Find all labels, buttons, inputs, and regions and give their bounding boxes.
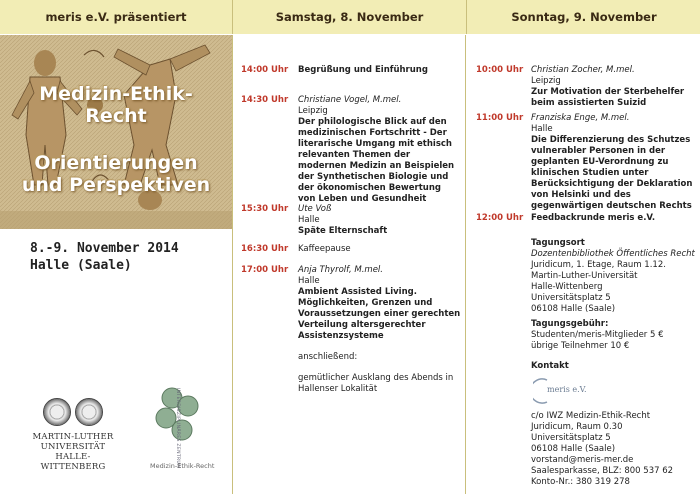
contact-email[interactable]: vorstand@meris-mer.de xyxy=(531,455,634,465)
header-sunday-text: Sonntag, 9. November xyxy=(511,10,657,24)
session-title: Zur Motivation der Sterbehelfer beim assistierten Suizid xyxy=(531,87,685,108)
session-title: Ambient Assisted Living. Möglichkeiten, Grenzen und Voraussetzungen einer gerechten Verteilung altersgerechter Assistenzsysteme xyxy=(298,287,461,341)
iwz-label: Medizin-Ethik-Recht xyxy=(150,462,215,470)
speaker-name: Christian Zocher, M.mel. xyxy=(531,65,635,75)
session-title: Begrüßung und Einführung xyxy=(298,65,428,75)
mlu-line2: UNIVERSITÄT xyxy=(40,442,106,452)
break-note: Kaffeepause xyxy=(298,244,351,254)
venue-line4: Universitätsplatz 5 xyxy=(531,293,611,303)
iwz-clover-icon xyxy=(150,384,220,464)
speaker-location: Leipzig xyxy=(531,76,561,86)
contact-line2: Juridicum, Raum 0.30 xyxy=(531,422,623,432)
mlu-seal-left-icon xyxy=(43,398,71,426)
time-label: 11:00 Uhr xyxy=(476,113,524,123)
speaker-location: Halle xyxy=(298,276,320,286)
fee-line2: übrige Teilnehmer 10 € xyxy=(531,341,630,351)
session-title: Feedbackrunde meris e.V. xyxy=(531,213,656,223)
contact-line4: 06108 Halle (Saale) xyxy=(531,444,616,454)
session-title: Der philologische Blick auf den medizinischen Fortschritt - Der literarische Umgang mit ethisch relevanten Themen der modernen Medizin an Beispielen der Synthetischen Biologie und der ökonomischen Bewertung von Leben und Gesundheit xyxy=(298,117,455,204)
event-date-place xyxy=(30,240,179,274)
session-block xyxy=(298,95,461,205)
session-block xyxy=(531,113,696,212)
time-label: 14:30 Uhr xyxy=(241,95,289,105)
speaker-name: Anja Thyrolf, M.mel. xyxy=(298,265,383,275)
header-saturday xyxy=(232,0,466,34)
meris-logo xyxy=(533,376,593,406)
venue-line1: Juridicum, 1. Etage, Raum 1.12. xyxy=(531,260,666,270)
speaker-name: Franziska Enge, M.mel. xyxy=(531,113,630,123)
header-sunday xyxy=(466,0,700,34)
mlu-seal-right-icon xyxy=(75,398,103,426)
mlu-name xyxy=(28,432,118,472)
speaker-location: Halle xyxy=(298,215,320,225)
venue-line5: 06108 Halle (Saale) xyxy=(531,304,616,314)
hero-title-line1: Medizin-Ethik- xyxy=(39,83,193,105)
speaker-location: Halle xyxy=(531,124,553,134)
hero-title-line4: und Perspektiven xyxy=(21,174,211,196)
anatomy-engraving-illustration xyxy=(0,35,232,229)
sunday-column xyxy=(466,35,700,494)
after-text: gemütlicher Ausklang des Abends in Hallenser Lokalität xyxy=(298,373,454,394)
mlu-logo xyxy=(28,398,118,472)
saturday-column xyxy=(233,35,465,494)
time-label: 15:30 Uhr xyxy=(241,204,289,214)
mlu-seals xyxy=(28,398,118,430)
contact-label: Kontakt xyxy=(531,361,569,371)
contact-block xyxy=(531,411,699,488)
time-label: 16:30 Uhr xyxy=(241,244,289,254)
speaker-name: Christiane Vogel, M.mel. xyxy=(298,95,402,105)
speaker-location: Leipzig xyxy=(298,106,328,116)
time-label: 14:00 Uhr xyxy=(241,65,289,75)
hero-title-sub xyxy=(0,152,232,196)
venue-block xyxy=(531,238,699,315)
session-block xyxy=(298,204,461,237)
venue-name: Dozentenbibliothek Öffentliches Recht xyxy=(531,249,695,259)
hero-title-main xyxy=(0,83,232,127)
contact-line1: c/o IWZ Medizin-Ethik-Recht xyxy=(531,411,651,421)
iwz-vertical-text: INTERDISZIPLINÄRES ZENTRUM xyxy=(175,388,180,469)
venue-line2: Martin-Luther-Universität xyxy=(531,271,638,281)
time-label: 12:00 Uhr xyxy=(476,213,524,223)
event-date: 8.-9. November 2014 xyxy=(30,241,179,256)
hero-title-line3: Orientierungen xyxy=(34,152,198,174)
header-presenter-text: meris e.V. präsentiert xyxy=(45,10,187,24)
iwz-logo xyxy=(150,384,220,474)
contact-line7: Konto-Nr.: 380 319 278 xyxy=(531,477,630,487)
hero-title-line2: Recht xyxy=(85,105,147,127)
venue-label: Tagungsort xyxy=(531,238,585,248)
session-block xyxy=(298,265,461,395)
contact-line6: Saalesparkasse, BLZ: 800 537 62 xyxy=(531,466,674,476)
event-place: Halle (Saale) xyxy=(30,258,132,273)
after-label: anschließend: xyxy=(298,352,358,362)
mlu-line1: MARTIN-LUTHER xyxy=(32,432,114,442)
session-block xyxy=(531,65,696,109)
mlu-line3: HALLE-WITTENBERG xyxy=(40,452,106,472)
meris-logo-text: meris e.V. xyxy=(547,385,587,394)
time-label: 10:00 Uhr xyxy=(476,65,524,75)
header-presenter xyxy=(0,0,232,34)
venue-line3: Halle-Wittenberg xyxy=(531,282,603,292)
speaker-name: Ute Voß xyxy=(298,204,332,214)
contact-line3: Universitätsplatz 5 xyxy=(531,433,611,443)
hero-image xyxy=(0,35,232,229)
session-title: Die Differenzierung des Schutzes vulnerabler Personen in der geplanten EU-Verordnung zu klinischen Studien unter Berücksichtigung der Deklaration von Helsinki und des gegenwärtigen deutschen Rechts xyxy=(531,135,693,211)
session-title: Späte Elternschaft xyxy=(298,226,388,236)
fee-line1: Studenten/meris-Mitglieder 5 € xyxy=(531,330,664,340)
time-label: 17:00 Uhr xyxy=(241,265,289,275)
fee-block xyxy=(531,319,699,352)
fee-label: Tagungsgebühr: xyxy=(531,319,609,329)
header-saturday-text: Samstag, 8. November xyxy=(275,10,424,24)
